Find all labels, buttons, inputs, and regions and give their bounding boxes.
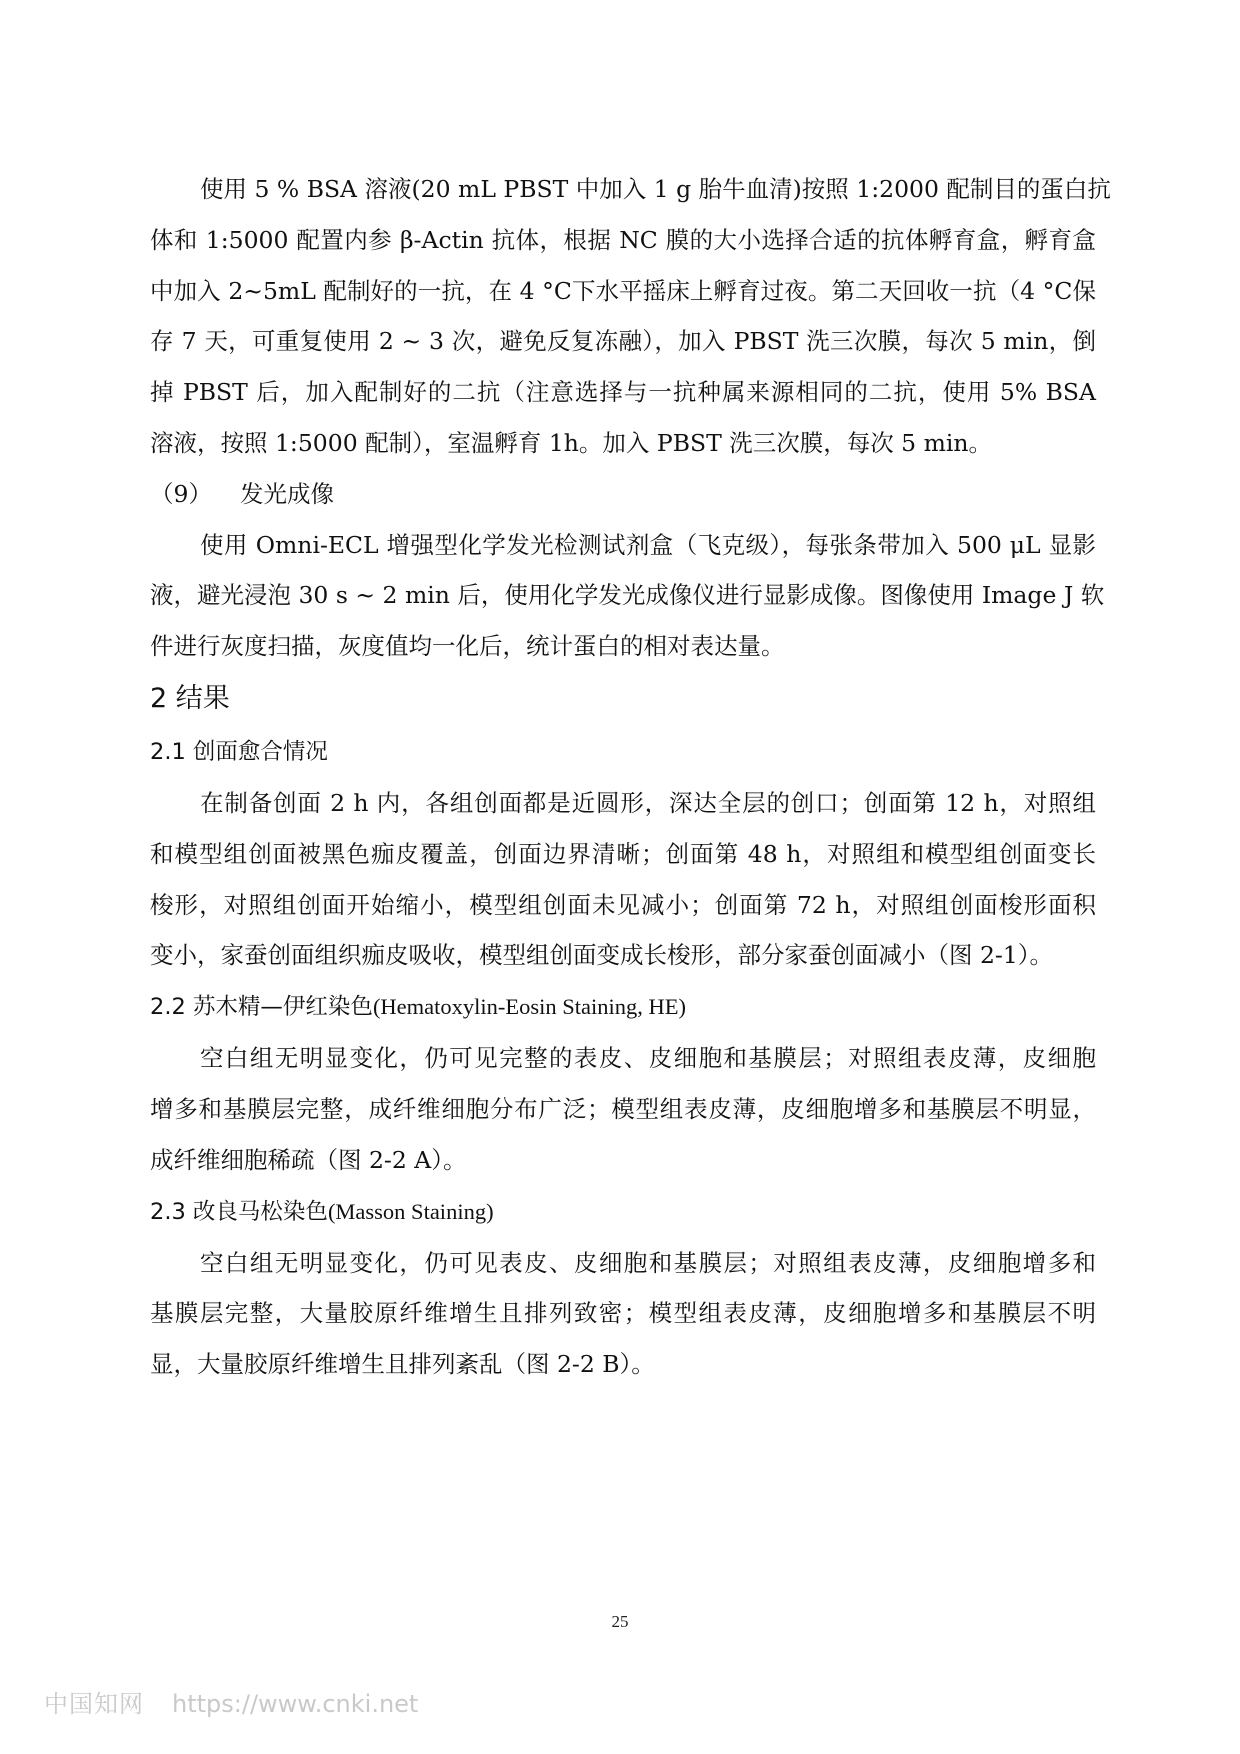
text-line: 和模型组创面被黑色痂皮覆盖，创面边界清晰；创面第 48 h，对照组和模型组创面变长: [150, 839, 1096, 868]
subsection-title-en: (Hematoxylin-Eosin Staining, HE): [372, 994, 687, 1020]
watermark-brand: 中国知网: [44, 1690, 144, 1718]
text-line: 增多和基膜层完整，成纤维细胞分布广泛；模型组表皮薄，皮细胞增多和基膜层不明显，: [150, 1094, 1096, 1123]
item-title: 发光成像: [240, 479, 334, 508]
paragraph-he-staining: [150, 1033, 1096, 1185]
item-number: （9）: [150, 479, 212, 508]
text-line: 液，避光浸泡 30 s ~ 2 min 后，使用化学发光成像仪进行显影成像。图像使用 Image J 软: [150, 581, 1105, 610]
text-line: 空白组无明显变化，仍可见表皮、皮细胞和基膜层；对照组表皮薄，皮细胞增多和: [200, 1248, 1096, 1277]
text-line: 掉 PBST 后，加入配制好的二抗（注意选择与一抗种属来源相同的二抗，使用 5% BSA: [150, 378, 1096, 407]
subsection-title-cn: 2.3 改良马松染色: [150, 1198, 328, 1225]
paragraph-antibody-incubation: [150, 164, 1111, 469]
paragraph-wound-healing: [150, 778, 1096, 981]
text-line: 存 7 天，可重复使用 2 ~ 3 次，避免反复冻融），加入 PBST 洗三次膜，每次 5 min，倒: [150, 327, 1096, 356]
section-heading-results: 2 结果: [150, 682, 230, 714]
cnki-watermark: [44, 1684, 418, 1719]
watermark-url: https://www.cnki.net: [172, 1690, 419, 1718]
text-line: 件进行灰度扫描，灰度值均一化后，统计蛋白的相对表达量。: [150, 632, 785, 661]
text-line: 溶液，按照 1:5000 配制），室温孵育 1h。加入 PBST 洗三次膜，每次 5 min。: [150, 428, 993, 457]
paragraph-luminescence-imaging: [150, 520, 1105, 672]
text-line: 在制备创面 2 h 内，各组创面都是近圆形，深达全层的创口；创面第 12 h，对照组: [200, 788, 1096, 817]
text-line: 基膜层完整，大量胶原纤维增生且排列致密；模型组表皮薄，皮细胞增多和基膜层不明: [150, 1299, 1096, 1328]
text-line: 使用 5 % BSA 溶液(20 mL PBST 中加入 1 g 胎牛血清)按照 1:2000 配制目的蛋白抗: [200, 175, 1111, 203]
text-line: 体和 1:5000 配置内参 β-Actin 抗体，根据 NC 膜的大小选择合适的抗体孵育盒，孵育盒: [150, 225, 1096, 254]
text-line: 空白组无明显变化，仍可见完整的表皮、皮细胞和基膜层；对照组表皮薄，皮细胞: [200, 1044, 1096, 1073]
subsection-title-en: (Masson Staining): [327, 1198, 494, 1224]
text-line: 梭形，对照组创面开始缩小，模型组创面未见减小；创面第 72 h，对照组创面梭形面积: [150, 890, 1096, 919]
subsection-heading-masson-staining: [150, 1186, 1096, 1238]
paragraph-masson-staining: [150, 1238, 1096, 1390]
subsection-heading-he-staining: [150, 981, 1096, 1033]
page-content: [150, 164, 1111, 1390]
text-line: 中加入 2~5mL 配制好的一抗，在 4 °C下水平摇床上孵育过夜。第二天回收一抗（4 °C保: [150, 276, 1096, 305]
subsection-title-cn: 2.2 苏木精—伊红染色: [150, 994, 373, 1021]
text-line: 变小，家蚕创面组织痂皮吸收，模型组创面变成长梭形，部分家蚕创面减小（图 2-1）。: [150, 941, 1054, 970]
text-line: 成纤维细胞稀疏（图 2-2 A）。: [150, 1145, 467, 1174]
text-line: 显，大量胶原纤维增生且排列紊乱（图 2-2 B）。: [150, 1350, 655, 1379]
item-heading-luminescence: [150, 469, 1096, 520]
page-number: 25: [611, 1612, 629, 1631]
text-line: 使用 Omni-ECL 增强型化学发光检测试剂盒（飞克级），每张条带加入 500 μL 显影: [200, 530, 1096, 559]
subsection-heading-wound-healing: 2.1 创面愈合情况: [150, 738, 328, 765]
